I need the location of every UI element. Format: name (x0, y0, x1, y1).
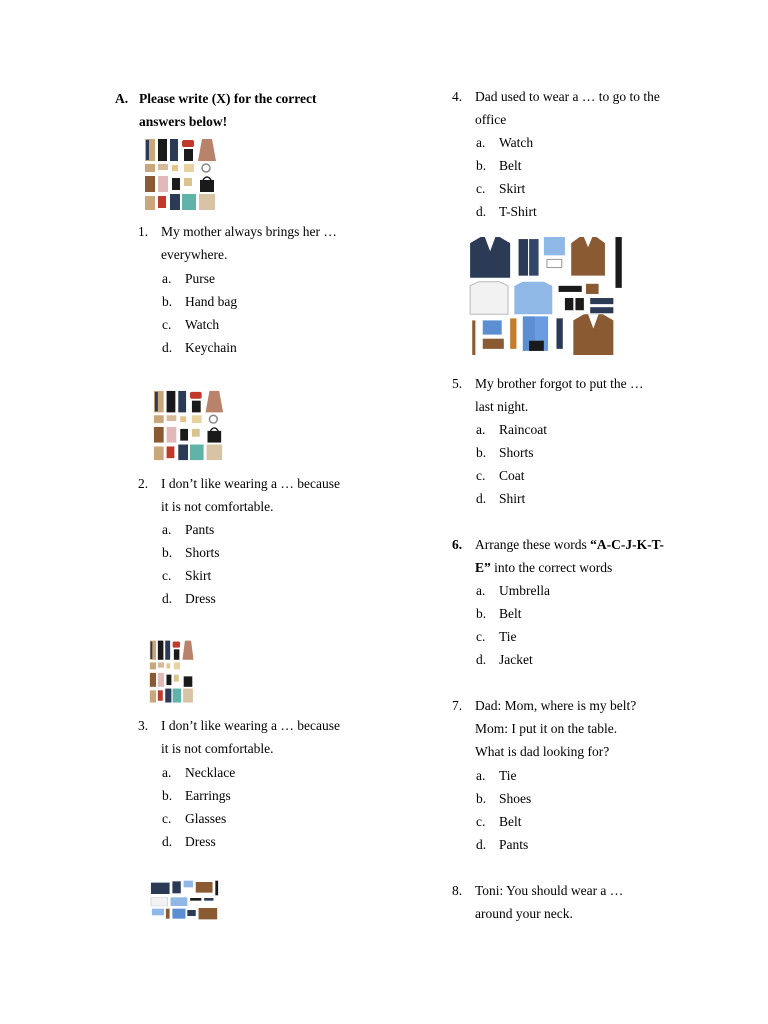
section-letter: A. (115, 91, 129, 106)
option-text: Shorts (185, 545, 220, 560)
option-letter: c. (162, 317, 172, 332)
option-letter: a. (162, 765, 172, 780)
question-text: I don’t like wearing a … because (161, 718, 340, 733)
section-instruction-line2: answers below! (139, 114, 228, 129)
option-text: Necklace (185, 765, 236, 780)
option-text: Skirt (499, 181, 526, 196)
option-text: Pants (499, 837, 529, 852)
option-letter: b. (476, 158, 487, 173)
question-text: I don’t like wearing a … because (161, 476, 340, 491)
option-text: Jacket (499, 652, 533, 667)
question-number: 1. (138, 224, 149, 239)
question-text: Toni: You should wear a … (475, 883, 624, 898)
question-text: it is not comfortable. (161, 741, 274, 756)
option-text: Shirt (499, 491, 526, 506)
question-text: My mother always brings her … (161, 224, 337, 239)
question-number: 8. (452, 883, 463, 898)
mens-clothing-collage-icon (468, 235, 626, 357)
question-8 (452, 879, 712, 925)
question-number: 7. (452, 698, 463, 713)
question-text-line2 (475, 556, 612, 579)
question-number: 4. (452, 89, 463, 104)
mens-clothing-collage-icon (150, 880, 220, 920)
question-3 (138, 714, 378, 760)
question-7 (452, 694, 712, 763)
option-letter: d. (162, 340, 173, 355)
option-text: Hand bag (185, 294, 238, 309)
question-text: My brother forgot to put the … (475, 376, 644, 391)
option-text: Raincoat (499, 422, 547, 437)
scrambled-letters-end: E” (475, 560, 491, 575)
option-text: Dress (185, 834, 216, 849)
question-text-rest: into the correct words (490, 560, 613, 575)
option-letter: b. (162, 294, 173, 309)
question-number: 5. (452, 376, 463, 391)
question-text: around your neck. (475, 906, 573, 921)
womens-clothing-collage-icon (150, 388, 228, 464)
womens-clothing-collage-icon (148, 638, 196, 706)
option-text: Shorts (499, 445, 534, 460)
option-text: Tie (499, 768, 517, 783)
question-text: last night. (475, 399, 529, 414)
option-letter: b. (162, 545, 173, 560)
option-letter: d. (476, 837, 487, 852)
section-instruction (139, 87, 369, 133)
question-text-prefix: Arrange these words (475, 537, 591, 552)
question-number: 2. (138, 476, 149, 491)
option-letter: a. (476, 422, 486, 437)
option-letter: d. (476, 204, 487, 219)
option-letter: c. (162, 811, 172, 826)
option-letter: d. (476, 652, 487, 667)
option-text: Keychain (185, 340, 237, 355)
option-letter: c. (476, 814, 486, 829)
option-letter: a. (476, 768, 486, 783)
option-text: Belt (499, 814, 522, 829)
option-letter: a. (476, 583, 486, 598)
option-letter: b. (476, 606, 487, 621)
option-letter: d. (162, 591, 173, 606)
option-letter: a. (162, 522, 172, 537)
section-instruction-line1: Please write (X) for the correct (139, 91, 317, 106)
womens-clothing-collage-icon (142, 136, 220, 214)
question-text: What is dad looking for? (475, 744, 610, 759)
option-text: Shoes (499, 791, 532, 806)
option-letter: b. (476, 445, 487, 460)
option-text: Watch (185, 317, 220, 332)
question-text: everywhere. (161, 247, 228, 262)
option-text: Glasses (185, 811, 227, 826)
question-5 (452, 372, 712, 418)
option-text: Umbrella (499, 583, 550, 598)
option-letter: c. (476, 468, 486, 483)
option-text: Tie (499, 629, 517, 644)
option-letter: c. (476, 181, 486, 196)
question-4 (452, 85, 712, 131)
option-text: Dress (185, 591, 216, 606)
option-letter: c. (476, 629, 486, 644)
option-text: Pants (185, 522, 215, 537)
option-text: Belt (499, 606, 522, 621)
question-text: office (475, 112, 507, 127)
question-2 (138, 472, 378, 518)
option-text: Coat (499, 468, 525, 483)
question-1 (138, 220, 378, 266)
option-letter: d. (162, 834, 173, 849)
question-text: it is not comfortable. (161, 499, 274, 514)
question-text: Dad used to wear a … to go to the (475, 89, 660, 104)
option-letter: a. (476, 135, 486, 150)
question-text-line1 (475, 533, 664, 556)
option-letter: b. (476, 791, 487, 806)
question-text: Mom: I put it on the table. (475, 721, 618, 736)
option-text: Purse (185, 271, 215, 286)
option-letter: b. (162, 788, 173, 803)
question-6 (452, 533, 712, 579)
question-number: 3. (138, 718, 149, 733)
option-text: Belt (499, 158, 522, 173)
option-letter: c. (162, 568, 172, 583)
option-letter: a. (162, 271, 172, 286)
option-text: Earrings (185, 788, 231, 803)
option-text: Watch (499, 135, 534, 150)
question-number: 6. (452, 537, 463, 552)
option-text: Skirt (185, 568, 212, 583)
option-text: T-Shirt (499, 204, 537, 219)
scrambled-letters: “A-C-J-K-T- (590, 537, 664, 552)
question-text: Dad: Mom, where is my belt? (475, 698, 637, 713)
option-letter: d. (476, 491, 487, 506)
